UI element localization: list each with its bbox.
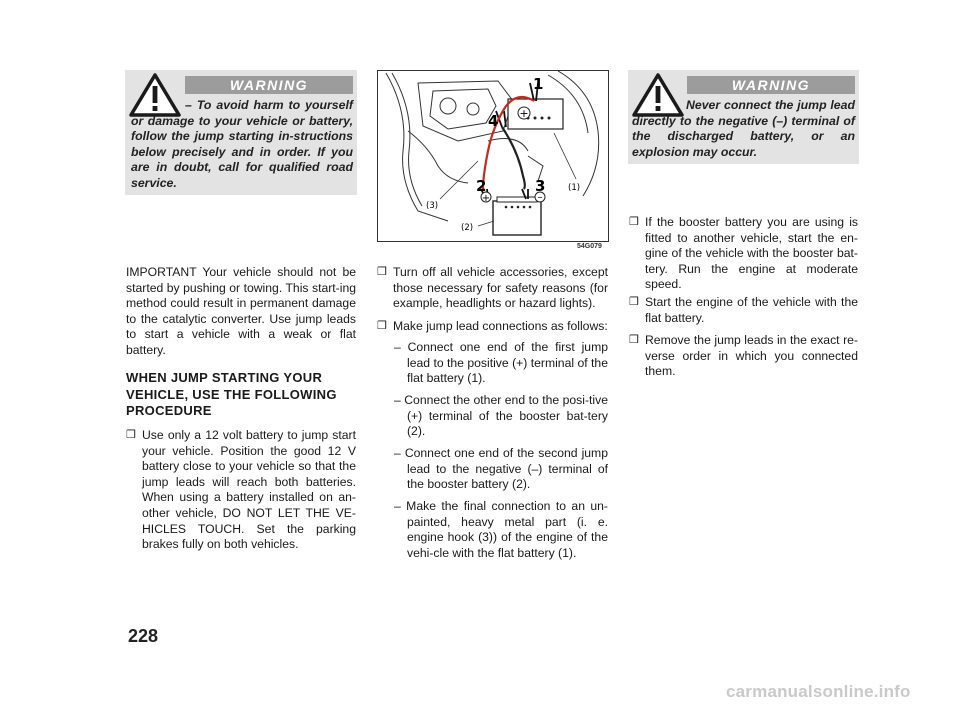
- warning-text-content-2: Never connect the jump lead directly to the negative (–) terminal of the discharged battery, or an explosion may occur.: [632, 98, 855, 159]
- minus-sign: –: [537, 192, 543, 203]
- list-item: [377, 319, 608, 335]
- list-item: [629, 333, 858, 380]
- checkbox-bullet-icon: ❒: [629, 216, 639, 228]
- list-item: [629, 215, 858, 293]
- watermark: carmanualsonline.info: [726, 682, 911, 701]
- sub-list-item-text: – Connect the other end to the posi-tive (+) terminal of the booster bat-tery (2).: [394, 393, 608, 439]
- label-3: 3: [535, 177, 546, 195]
- sub-list-item: [394, 340, 608, 387]
- warning-text: [131, 98, 353, 192]
- list-item-text: Use only a 12 volt battery to jump start your vehicle. Position the good 12 V battery close to your vehicle so that the jump leads will reach both batteries. When using a battery installed on an-other vehicle, DO NOT LET THE VE-HICLES TOUCH. Set the parking brakes fully on both vehicles.: [142, 428, 356, 552]
- page-number: 228: [128, 626, 159, 646]
- flat-battery-icon: [508, 99, 563, 129]
- warning-title: WARNING: [185, 76, 353, 94]
- sub-list-item-text: – Make the final connection to an un-painted, heavy metal part (i. e. engine hook (3)) of the engine of the vehi-cle with the flat battery (1).: [394, 499, 608, 560]
- important-paragraph: IMPORTANT Your vehicle should not be started by pushing or towing. This start-ing method could result in permanent damage to the catalytic converter. Use jump leads to start a vehicle with a weak or flat battery.: [126, 265, 356, 357]
- engine-bay-illustration: [378, 71, 608, 241]
- checkbox-bullet-icon: ❒: [629, 334, 639, 346]
- label-1: 1: [533, 75, 544, 93]
- label-4: 4: [488, 112, 499, 130]
- plus-sign: +: [519, 107, 529, 120]
- list-item: [126, 428, 356, 553]
- list-item-text: Start the engine of the vehicle with the flat battery.: [645, 295, 858, 325]
- warning-box-right: [628, 70, 859, 164]
- list-item-text: Turn off all vehicle accessories, except those necessary for safety reasons (for example, headlights or hazard lights).: [393, 265, 608, 311]
- list-item: [629, 295, 858, 326]
- booster-battery-icon: [493, 197, 541, 235]
- plus-sign-2: +: [481, 193, 491, 204]
- checkbox-bullet-icon: ❒: [629, 296, 639, 308]
- callout-2: (2): [461, 223, 474, 233]
- checkbox-bullet-icon: ❒: [377, 266, 387, 278]
- callout-1: (1): [568, 183, 581, 193]
- list-item: [377, 265, 608, 312]
- list-item-text: Remove the jump leads in the exact re-verse order in which you connected them.: [645, 333, 858, 379]
- list-item-text: Make jump lead connections as follows:: [393, 319, 608, 333]
- callout-3: (3): [426, 201, 439, 211]
- sub-list-item: [394, 393, 608, 440]
- figure-jump-start: [377, 70, 609, 242]
- procedure-heading: WHEN JUMP STARTING YOUR VEHICLE, USE THE FOLLOWING PROCEDURE: [126, 370, 337, 418]
- checkbox-bullet-icon: ❒: [377, 320, 387, 332]
- sub-list-item-text: – Connect one end of the first jump lead to the positive (+) terminal of the flat battery (1).: [394, 340, 608, 386]
- label-2: 2: [476, 177, 487, 195]
- warning-text-content: – To avoid harm to yourself or damage to your vehicle or battery, follow the jump starting in-structions below precisely and in order. If you are in doubt, call for qualified road service.: [131, 98, 353, 190]
- list-item-text: If the booster battery you are using is fitted to another vehicle, start the en-gine of the vehicle with the booster bat-tery. Run the engine at moderate speed.: [645, 215, 858, 292]
- sub-list-item-text: – Connect one end of the second jump lead to the negative (–) terminal of the booster battery (2).: [394, 446, 608, 492]
- warning-text-2: [632, 98, 855, 160]
- sub-list-item: [394, 499, 608, 561]
- checkbox-bullet-icon: ❒: [126, 429, 136, 441]
- sub-list-item: [394, 446, 608, 493]
- warning-box-left: [125, 70, 357, 195]
- figure-code: 54G079: [577, 243, 602, 250]
- warning-title-2: WARNING: [687, 76, 855, 94]
